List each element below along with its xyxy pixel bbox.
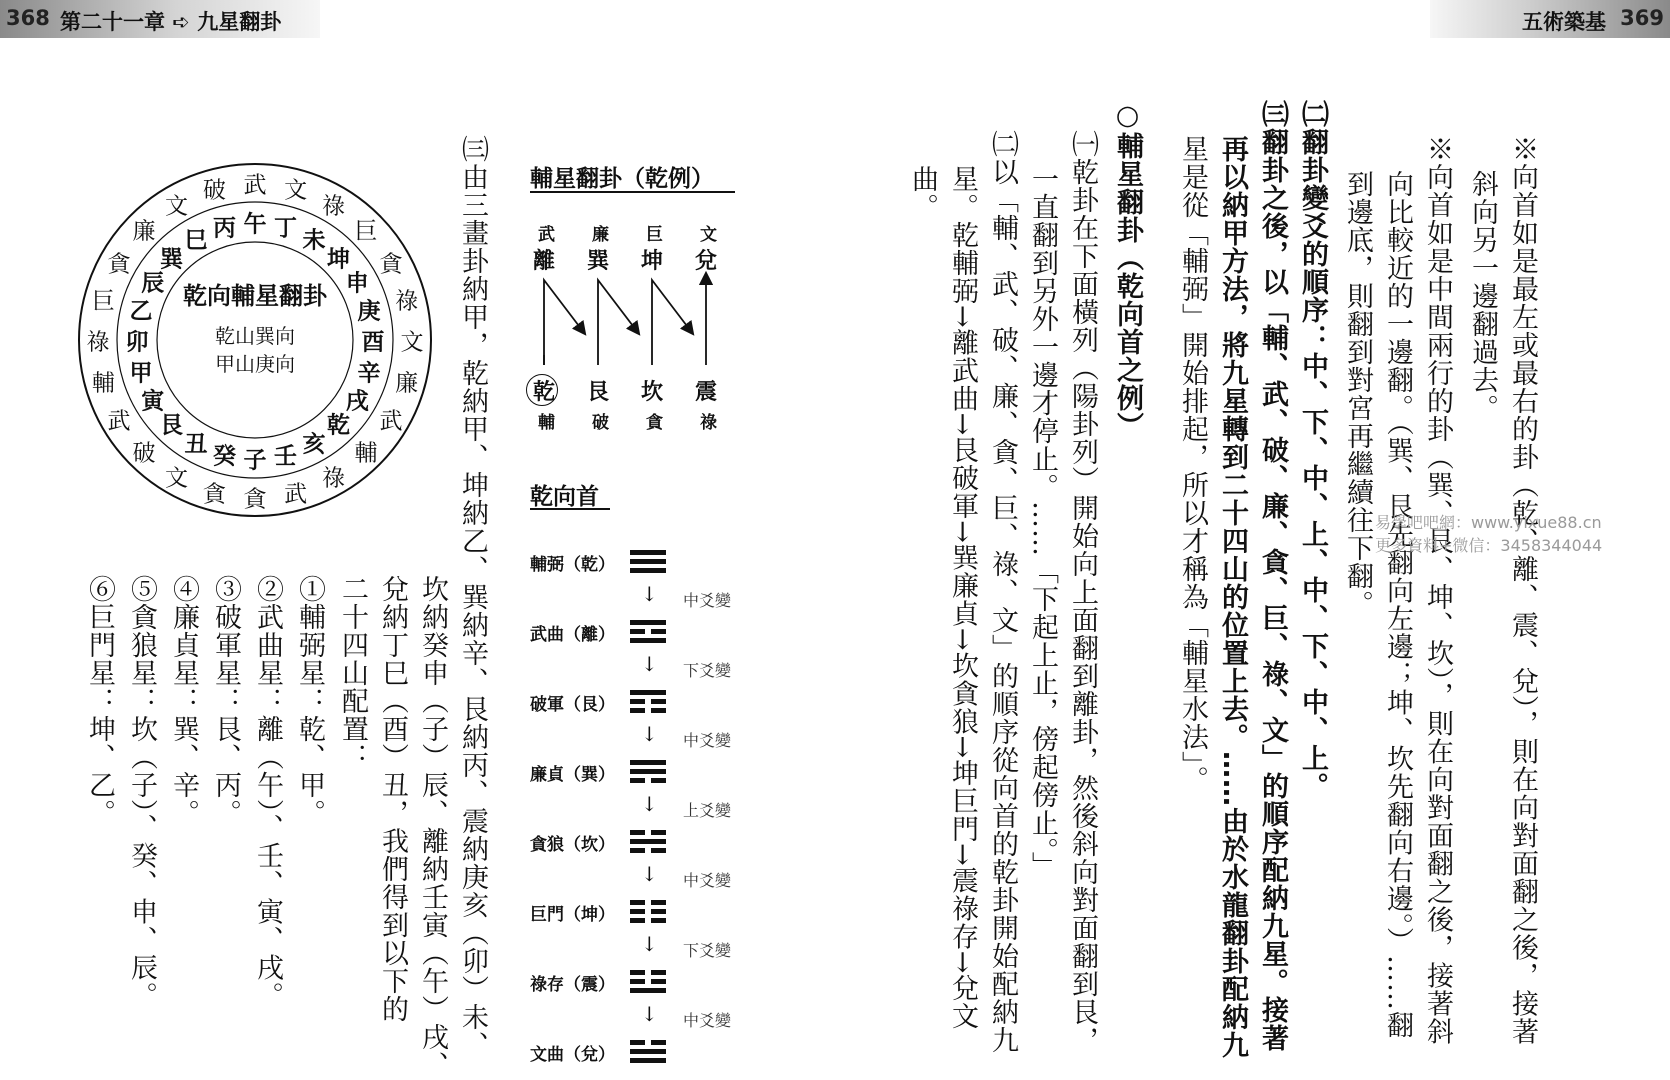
star-label: 貪	[107, 251, 131, 277]
sequence-label: 輔弼（乾）	[530, 555, 615, 575]
star-label: 貪	[646, 413, 663, 433]
change-label: 中爻變	[683, 871, 732, 890]
star-label: 武	[243, 172, 267, 199]
star-label: 破	[132, 440, 156, 467]
star-label: 祿	[322, 193, 345, 220]
diagram-title: 輔星翻卦（乾例）	[530, 165, 714, 192]
sequence-label: 祿存（震）	[530, 975, 615, 995]
mountain-label: 酉	[361, 328, 385, 356]
trigram-label: 震	[695, 379, 718, 405]
list-item: ⑥巨門星：坤、乙。	[84, 575, 115, 827]
star-label: 祿	[86, 329, 110, 356]
mountain-label: 丑	[184, 430, 208, 458]
star-label: 巨	[354, 218, 378, 245]
star-label: 巨	[646, 225, 663, 245]
mountain-label: 庚	[357, 297, 381, 325]
wheel-title: 乾向輔星翻卦	[183, 282, 327, 310]
text-column: 二十四山配置：	[337, 575, 368, 771]
trigram-label: 巽	[587, 248, 610, 274]
mountain-label: 壬	[274, 442, 298, 470]
watermark-line-2: 更多資料+微信：3458344044	[1375, 536, 1603, 555]
mountain-label: 巽	[160, 245, 184, 273]
sequence-label: 廉貞（巽）	[530, 765, 615, 785]
trigram-qian-icon	[630, 550, 666, 577]
mountain-label: 坤	[326, 245, 350, 273]
star-label: 祿	[395, 288, 419, 315]
mountain-label: 艮	[160, 411, 184, 439]
trigram-label: 艮	[587, 379, 610, 405]
wheel-line-2: 甲山庚向	[215, 352, 295, 376]
star-label: 破	[592, 413, 609, 433]
trigram-kun-icon	[630, 900, 666, 927]
down-arrow-icon: ↓	[641, 582, 658, 606]
change-label: 中爻變	[683, 1011, 732, 1030]
trigram-label: 坎	[641, 379, 664, 405]
star-label: 文	[400, 329, 424, 356]
mountain-label: 乙	[129, 297, 153, 325]
text-column: ㈠乾卦在下面橫列（陽卦列）開始向上面翻到離卦，然後斜向對面翻到艮，	[1067, 130, 1098, 1054]
sequence-label: 貪狼（坎）	[530, 835, 615, 855]
trigram-xun-icon	[630, 760, 666, 787]
page-number-left: 368	[6, 6, 50, 30]
down-arrow-icon: ↓	[641, 722, 658, 746]
star-label: 祿	[700, 413, 717, 433]
page-number-right: 369	[1620, 6, 1664, 30]
mountain-label: 戌	[345, 387, 369, 415]
down-arrow-icon: ↓	[641, 792, 658, 816]
star-label: 貪	[243, 486, 267, 513]
mountain-label: 巳	[184, 226, 208, 254]
text-column: 坎納癸申（子）辰、離納壬寅（午）戌、	[417, 575, 448, 1079]
text-column: ※向首如是最左或最右的卦（乾、離、震、兌），則在向對面翻之後，接著	[1507, 135, 1538, 1046]
diagram-title-underline	[530, 191, 735, 193]
watermark-line-1: 易學吧吧網：www.yixue88.cn	[1375, 513, 1602, 532]
trigram-dui-icon	[630, 1040, 666, 1067]
star-label: 文	[284, 177, 308, 204]
text-column: 再以納甲方法，將九星轉到二十四山的位置上去。……由於水龍翻卦配納九	[1217, 135, 1248, 1059]
down-arrow-icon: ↓	[641, 862, 658, 886]
mountain-label: 亥	[302, 430, 326, 458]
change-label: 中爻變	[683, 591, 732, 610]
star-label: 破	[202, 177, 226, 204]
star-label: 輔	[354, 440, 378, 467]
text-column: 斜向另一邊翻過去。	[1467, 170, 1498, 422]
trigram-kan-icon	[630, 830, 666, 857]
mountain-label: 丙	[212, 214, 236, 242]
mountain-label: 卯	[125, 328, 149, 356]
text-column: 兌納丁巳（酉）丑，我們得到以下的	[377, 575, 408, 1023]
trigram-zhen-icon	[630, 970, 666, 997]
trigram-label: 兌	[695, 248, 718, 274]
list-item: ③破軍星：艮、丙。	[210, 575, 241, 827]
star-label: 武	[107, 408, 131, 434]
mountain-label: 寅	[141, 387, 165, 415]
mountain-label: 午	[243, 210, 267, 238]
change-label: 下爻變	[683, 941, 732, 960]
mountain-label: 丁	[274, 214, 298, 242]
star-label: 文	[700, 225, 717, 245]
sequence-label: 文曲（兌）	[530, 1045, 615, 1065]
change-label: 上爻變	[683, 801, 732, 820]
text-column: 星是從「輔弼」開始排起，所以才稱為「輔星水法」。	[1177, 135, 1208, 794]
star-label: 巨	[91, 288, 115, 315]
trigram-label: 乾	[533, 379, 556, 405]
change-label: 下爻變	[683, 661, 732, 680]
star-label: 廉	[395, 370, 419, 397]
down-arrow-icon: ↓	[641, 1002, 658, 1026]
star-label: 廉	[132, 218, 156, 245]
text-column: 曲。	[907, 165, 938, 221]
list-item: ①輔弼星：乾、甲。	[294, 575, 325, 827]
mountain-label: 癸	[212, 442, 236, 470]
section-heading: ○輔星翻卦（乾向首之例）	[1112, 100, 1143, 440]
star-label: 文	[165, 465, 188, 492]
sequence-label: 破軍（艮）	[530, 695, 615, 715]
text-column: ㈢由三畫卦納甲，乾納甲、坤納乙、巽納辛、艮納丙、震納庚亥（卯）未、	[457, 135, 488, 1059]
trigram-label: 坤	[641, 248, 664, 274]
sequence-label: 巨門（坤）	[530, 905, 615, 925]
text-column: ㈡以「輔、武、破、廉、貪、巨、祿、文」的順序從向首的乾卦開始配納九	[987, 130, 1018, 1054]
trigram-gen-icon	[630, 690, 666, 717]
sequence-label: 武曲（離）	[530, 625, 615, 645]
star-label: 輔	[538, 413, 555, 433]
mountain-label: 辛	[357, 359, 381, 387]
trigram-li-icon	[630, 620, 666, 647]
down-arrow-icon: ↓	[641, 652, 658, 676]
text-column: 星。乾輔弼→離武曲→艮破軍→巽廉貞→坎貪狼→坤巨門→震祿存→兌文	[947, 165, 978, 1031]
chapter-title: 第二十一章 ➪ 九星翻卦	[60, 10, 282, 34]
star-label: 武	[379, 408, 403, 434]
text-column: ㈢翻卦之後，以「輔、武、破、廉、貪、巨、祿、文」的順序配納九星。接著	[1257, 100, 1288, 1052]
trigram-label: 離	[533, 248, 556, 274]
star-label: 武	[284, 481, 308, 508]
text-column: ※向首如是中間兩行的卦（巽、艮、坤、坎），則在向對面翻之後，接著斜	[1422, 135, 1453, 1046]
mountain-label: 子	[243, 446, 267, 474]
compass-wheel	[75, 160, 435, 520]
star-label: 貪	[379, 251, 403, 277]
list-item: ②武曲星：離（午）、壬、寅、戌。	[252, 575, 283, 1010]
sequence-title-underline	[530, 508, 610, 510]
down-arrow-icon: ↓	[641, 932, 658, 956]
sequence-title: 乾向首	[530, 483, 599, 510]
text-column: ㈡翻卦變爻的順序：中、下、中、上、中、下、中、上。	[1297, 100, 1328, 800]
star-label: 祿	[322, 465, 345, 492]
change-label: 中爻變	[683, 731, 732, 750]
text-column: 一直翻到另外一邊才停止。……「下起上止，傍起傍止。」	[1027, 165, 1058, 880]
book-title: 五術築基	[1522, 10, 1606, 34]
flip-path-diagram	[520, 270, 735, 380]
star-label: 武	[538, 225, 555, 245]
mountain-label: 申	[345, 269, 369, 297]
text-column: 向比較近的一邊翻。（巽、艮先翻向左邊；坤、坎先翻向右邊。）……翻	[1382, 170, 1413, 1039]
wheel-line-1: 乾山巽向	[215, 324, 295, 348]
star-label: 廉	[592, 225, 609, 245]
star-label: 文	[165, 193, 188, 220]
list-item: ⑤貪狼星：坎（子）、癸、申、辰。	[126, 575, 157, 1010]
text-column: 到邊底，則翻到對宮再繼續往下翻。	[1342, 170, 1373, 618]
mountain-label: 辰	[141, 269, 165, 297]
mountain-label: 乾	[326, 411, 350, 439]
mountain-label: 未	[302, 226, 326, 254]
star-label: 貪	[202, 481, 226, 508]
star-label: 輔	[91, 370, 115, 397]
list-item: ④廉貞星：巽、辛。	[168, 575, 199, 827]
mountain-label: 甲	[129, 359, 153, 387]
